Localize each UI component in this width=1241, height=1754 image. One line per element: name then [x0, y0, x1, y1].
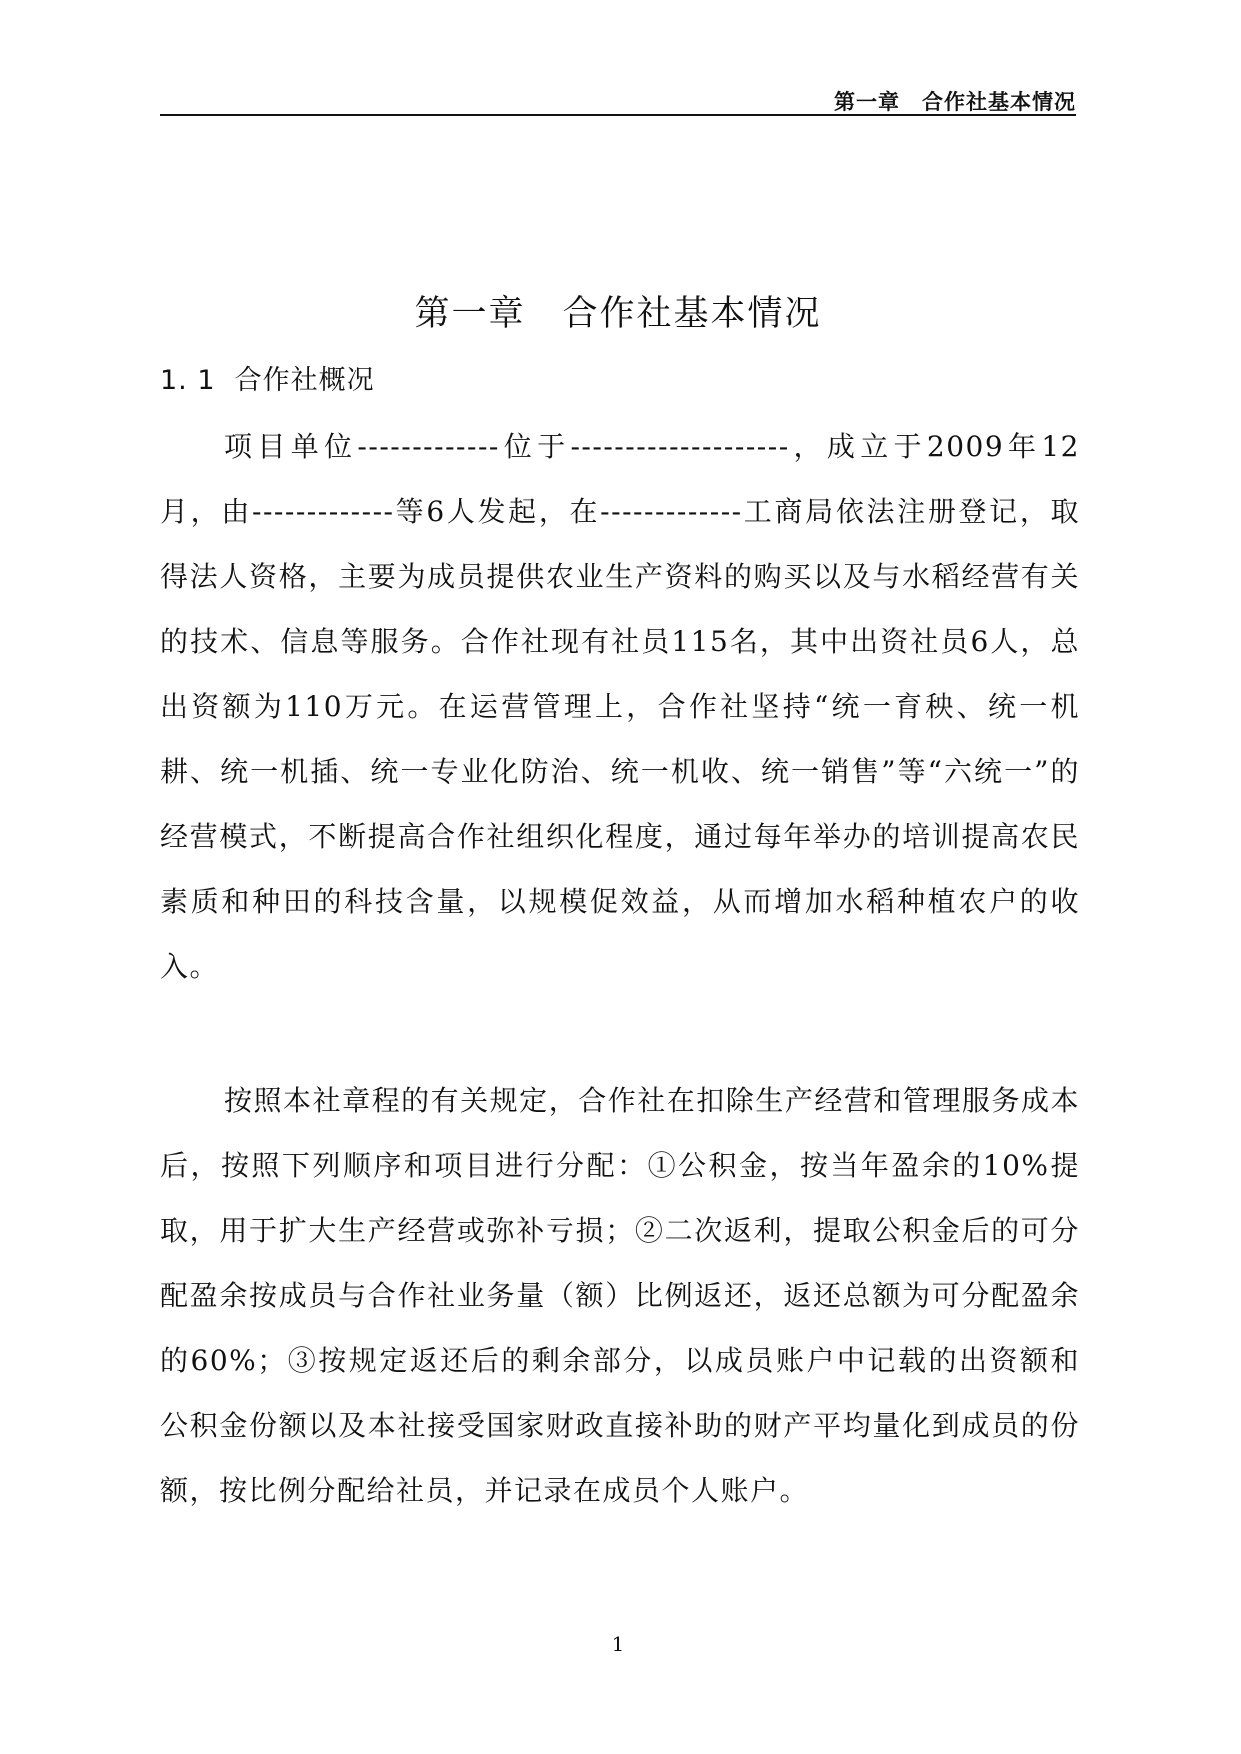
- running-header: 第一章 合作社基本情况: [834, 90, 1076, 114]
- section-heading: 1. 1 合作社概况: [160, 365, 375, 396]
- page-number: 1: [611, 1632, 625, 1656]
- body-paragraph-distribution: 按照本社章程的有关规定，合作社在扣除生产经营和管理服务成本后，按照下列顺序和项目进行分配：①公积金，按当年盈余的10%提取，用于扩大生产经营或弥补亏损；②二次返利，提取公积金后的可分配盈余按成员与合作社业务量（额）比例返还，返还总额为可分配盈余的60%；③按规定返还后的剩余部分，以成员账户中记载的出资额和公积金份额以及本社接受国家财政直接补助的财产平均量化到成员的份额，按比例分配给社员，并记录在成员个人账户。: [160, 1084, 1080, 1507]
- body-paragraph-overview: 项目单位-------------位于--------------------，成立于2009年12月，由-------------等6人发起，在-------------工商局依法注册登记，取得法人资格，主要为成员提供农业生产资料的购买以及与水稻经营有关的技术、信息等服务。合作社现有社员115名，其中出资社员6人，总出资额为110万元。在运营管理上，合作社坚持“统一育秧、统一机耕、统一机插、统一专业化防治、统一机收、统一销售”等“六统一”的经营模式，不断提高合作社组织化程度，通过每年举办的培训提高农民素质和种田的科技含量，以规模促效益，从而增加水稻种植农户的收入。: [160, 430, 1080, 983]
- header-rule: [160, 114, 1076, 116]
- chapter-title: 第一章 合作社基本情况: [414, 294, 822, 334]
